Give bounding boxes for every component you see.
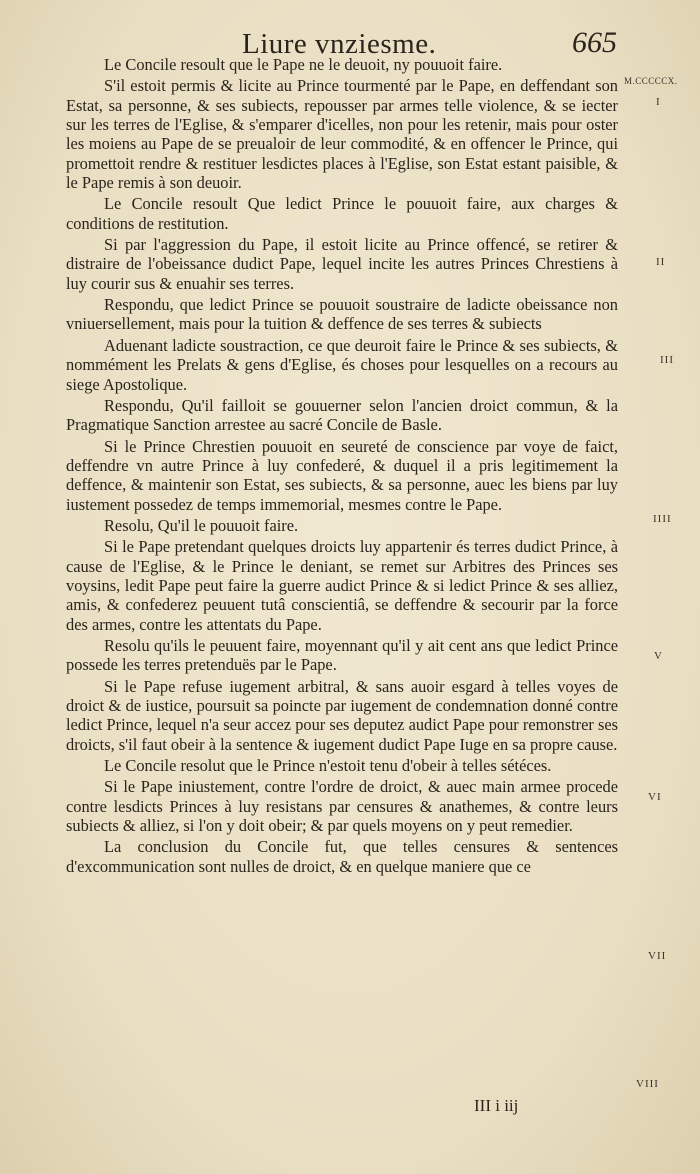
margin-numeral: I <box>656 96 661 108</box>
paragraph: Si le Prince Chrestien pouuoit en seureté de conscience par voye de faict, deffendre vn autre Prince à luy confederé, & duquel il a pris legitimement la deffence, & maintenir son Estat, ses subiects, & sa personne, auec les biens par luy iustement possedez de temps immemorial, mesmes contre le Pape. <box>66 436 618 514</box>
paragraph: Le Concile resolut que le Prince n'estoit tenu d'obeir à telles sétéces. <box>104 756 552 776</box>
margin-numeral: VII <box>648 950 667 962</box>
paragraph: Si le Pape refuse iugement arbitral, & sans auoir esgard à telles voyes de droict & de iustice, poursuit sa poincte par iugement de condemnation donné contre ledict Prince, lequel n'a seur accez pour ses deputez audict Pape pour remonstrer ses droicts, s'il faut obeir à la sentence & iugement dudict Pape Iuge en sa propre cause. <box>66 676 618 754</box>
paragraph: Le Concile resoult Que ledict Prince le pouuoit faire, aux charges & conditions de restitution. <box>66 194 618 233</box>
paragraph: Le Concile resoult que le Pape ne le deuoit, ny pouuoit faire. <box>104 55 503 74</box>
margin-numeral: III <box>660 354 674 366</box>
paragraph: La conclusion du Concile fut, que telles censures & sentences d'excommunication sont nulles de droict, & en quelque maniere que ce <box>66 837 618 876</box>
paragraph: Respondu, Qu'il failloit se gouuerner selon l'ancien droict commun, & la Pragmatique Sanction arrestee au sacré Concile de Basle. <box>66 395 618 435</box>
margin-numeral: IIII <box>653 513 672 525</box>
paragraph: Aduenant ladicte soustraction, ce que deuroit faire le Prince & ses subiects, & nommément les Prelats & gens d'Eglise, és choses pour lesquelles on a recours au siege Apostolique. <box>66 335 618 394</box>
folio-number: 665 <box>572 26 617 59</box>
margin-numeral: V <box>654 650 663 662</box>
signature-mark: III i iij <box>474 1096 519 1115</box>
running-title: Liure vnziesme. <box>242 28 437 60</box>
paragraph: Respondu, que ledict Prince se pouuoit soustraire de ladicte obeissance non vniuersellement, mais pour la tuition & deffence de ses terres & subiects <box>66 295 618 334</box>
paragraph: S'il estoit permis & licite au Prince tourmenté par le Pape, en deffendant son Estat, sa personne, & ses subiects, repousser par armes telle violence, & se iecter sur les terres de l'Eglise, & s'emparer d'icelles, non pour les retenir, mais pour oster les moiens au Pape de se preualoir de leur commodité, & en offencer le Prince, qui promettoit rendre & restituer lesdictes places à l'Eglise, son Estat estant paisible, & le Pape remis à son deuoir. <box>66 76 618 193</box>
body-text <box>66 55 618 878</box>
margin-year: M.CCCCCX. <box>624 76 678 86</box>
margin-numeral: VI <box>648 791 662 803</box>
paragraph: Resolu, Qu'il le pouuoit faire. <box>104 515 299 535</box>
margin-numeral: VIII <box>636 1078 659 1090</box>
margin-numeral: II <box>656 256 666 268</box>
paragraph: Si le Pape iniustement, contre l'ordre de droict, & auec main armee procede contre lesdicts Princes à luy resistans par censures & anathemes, & contre leurs subiects & alliez, si l'on y doit obeir; & par quels moyens on y peut remedier. <box>66 777 618 836</box>
paragraph: Si par l'aggression du Pape, il estoit licite au Prince offencé, se retirer & distraire de l'obeissance dudict Pape, lequel incite les autres Princes Chrestiens à luy courir sus & enuahir ses terres. <box>66 235 618 293</box>
paragraph: Resolu qu'ils le peuuent faire, moyennant qu'il y ait cent ans que ledict Prince possede les terres pretenduës par le Pape. <box>66 635 618 675</box>
paragraph: Si le Pape pretendant quelques droicts luy appartenir és terres dudict Prince, à cause de l'Eglise, & le Prince le deniant, se remet sur Arbitres des Princes ses voysins, ledit Pape peut faire la guerre audict Prince & si ledict Prince & ses alliez, amis, & confederez peuuent tutâ conscientiâ, se deffendre & secourir par la force des armes, contre les attentats du Pape. <box>66 537 618 634</box>
